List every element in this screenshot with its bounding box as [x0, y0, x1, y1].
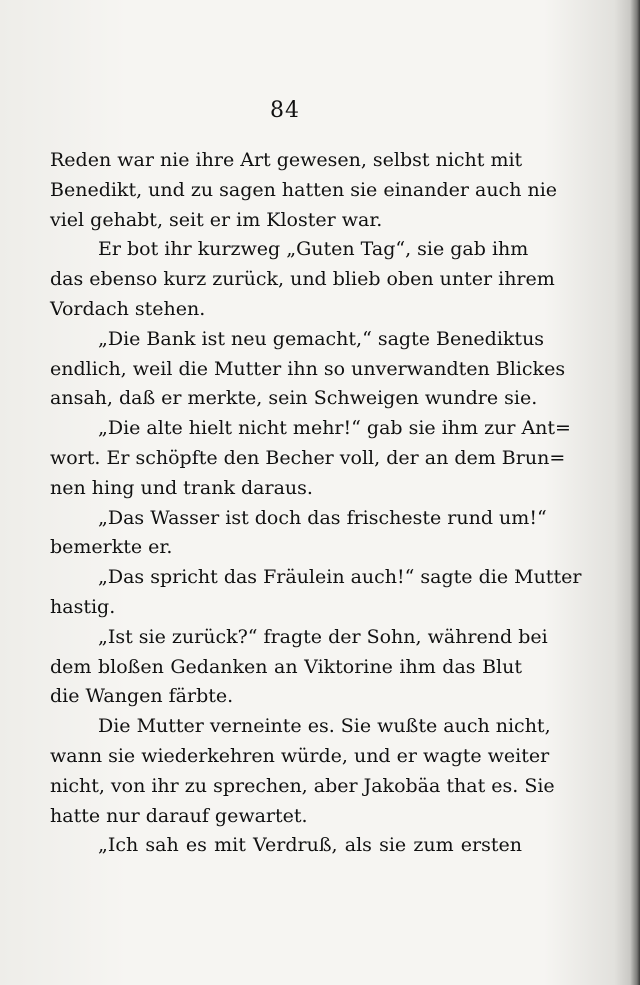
text-line: „Ich sah es mit Verdruß, als sie zum ersten: [98, 834, 522, 857]
text-line: viel gehabt, seit er im Kloster war.: [50, 208, 383, 231]
page-edge-shadow: [630, 0, 640, 985]
text-line: nen hing und trank daraus.: [50, 476, 313, 499]
text-line: Benedikt, und zu sagen hatten sie einander auch nie: [50, 178, 558, 201]
text-line: endlich, weil die Mutter ihn so unverwandten Blickes: [50, 357, 566, 380]
text-line: nicht, von ihr zu sprechen, aber Jakobäa that es. Sie: [50, 774, 555, 797]
text-line: „Das Wasser ist doch das frischeste rund um!“: [98, 506, 547, 529]
text-line: hatte nur darauf gewartet.: [50, 804, 308, 827]
body-text: [50, 146, 582, 861]
text-line: dem bloßen Gedanken an Viktorine ihm das Blut: [50, 655, 522, 678]
text-line: wort. Er schöpfte den Becher voll, der an dem Brun=: [50, 446, 566, 469]
text-line: Er bot ihr kurzweg „Guten Tag“, sie gab ihm: [98, 238, 529, 261]
text-line: wann sie wiederkehren würde, und er wagte weiter: [50, 744, 550, 767]
text-line: „Die alte hielt nicht mehr!“ gab sie ihm zur Ant=: [98, 417, 571, 440]
text-line: „Die Bank ist neu gemacht,“ sagte Benediktus: [98, 327, 545, 350]
text-line: Reden war nie ihre Art gewesen, selbst nicht mit: [50, 149, 523, 171]
text-line: Vordach stehen.: [50, 297, 206, 320]
text-line: ansah, daß er merkte, sein Schweigen wundre sie.: [50, 387, 538, 410]
text-line: „Das spricht das Fräulein auch!“ sagte die Mutter: [98, 566, 582, 589]
text-line: bemerkte er.: [50, 536, 173, 559]
text-line: hastig.: [50, 595, 116, 618]
page-number: 84: [270, 98, 300, 123]
text-line: die Wangen färbte.: [50, 685, 234, 708]
text-line: „Ist sie zurück?“ fragte der Sohn, während bei: [98, 625, 548, 648]
text-line: Die Mutter verneinte es. Sie wußte auch nicht,: [98, 715, 551, 738]
text-line: das ebenso kurz zurück, und blieb oben unter ihrem: [50, 268, 555, 291]
